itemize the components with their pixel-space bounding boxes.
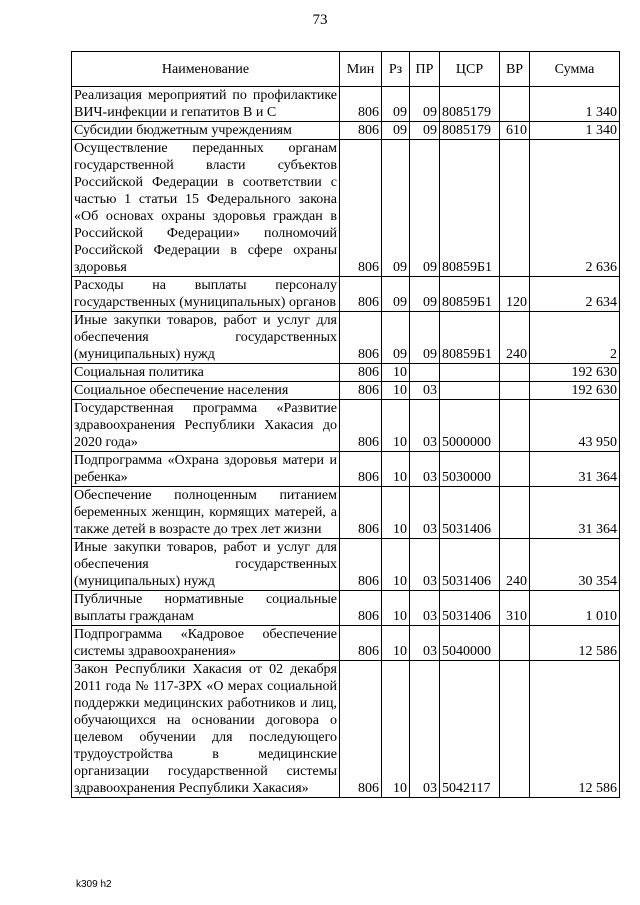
cell-rz: 10 (382, 539, 410, 591)
cell-pr: 09 (410, 312, 440, 364)
table-row (72, 382, 620, 400)
cell-rz: 09 (382, 277, 410, 312)
table-row (72, 312, 620, 364)
cell-sum: 12 586 (530, 661, 620, 798)
cell-name: Расходы на выплаты персоналу государственных (муниципальных) органов (72, 277, 340, 312)
cell-csr: 5000000 (440, 400, 500, 452)
cell-name: Реализация мероприятий по профилактике ВИЧ-инфекции и гепатитов В и С (72, 87, 340, 122)
cell-rz: 09 (382, 122, 410, 140)
cell-sum: 2 634 (530, 277, 620, 312)
table-row (72, 140, 620, 277)
cell-rz: 10 (382, 400, 410, 452)
cell-name: Подпрограмма «Охрана здоровья матери и ребенка» (72, 452, 340, 487)
cell-rz: 10 (382, 382, 410, 400)
table-header-row (72, 52, 620, 87)
cell-min: 806 (340, 87, 382, 122)
cell-sum: 192 630 (530, 382, 620, 400)
cell-pr: 03 (410, 452, 440, 487)
cell-vr (500, 452, 530, 487)
table-body (72, 87, 620, 798)
cell-vr: 610 (500, 122, 530, 140)
cell-pr: 03 (410, 591, 440, 626)
table-row (72, 452, 620, 487)
cell-sum: 1 010 (530, 591, 620, 626)
table-row (72, 591, 620, 626)
cell-sum: 2 636 (530, 140, 620, 277)
cell-rz: 09 (382, 312, 410, 364)
cell-min: 806 (340, 312, 382, 364)
cell-pr: 09 (410, 277, 440, 312)
cell-pr: 03 (410, 539, 440, 591)
cell-sum: 30 354 (530, 539, 620, 591)
footer-code: k309 h2 (76, 879, 112, 890)
cell-csr: 5030000 (440, 452, 500, 487)
cell-name: Социальная политика (72, 364, 340, 382)
cell-csr: 5031406 (440, 487, 500, 539)
header-vr: ВР (500, 52, 530, 87)
cell-sum: 192 630 (530, 364, 620, 382)
cell-rz: 10 (382, 626, 410, 661)
cell-pr: 03 (410, 487, 440, 539)
cell-vr (500, 626, 530, 661)
table-row (72, 400, 620, 452)
cell-vr: 240 (500, 312, 530, 364)
cell-sum: 31 364 (530, 452, 620, 487)
cell-csr: 8085179 (440, 122, 500, 140)
table-row (72, 626, 620, 661)
cell-name: Субсидии бюджетным учреждениям (72, 122, 340, 140)
header-sum: Сумма (530, 52, 620, 87)
cell-vr (500, 661, 530, 798)
table-row (72, 364, 620, 382)
cell-min: 806 (340, 452, 382, 487)
cell-rz: 10 (382, 364, 410, 382)
cell-pr: 09 (410, 122, 440, 140)
cell-csr: 8085179 (440, 87, 500, 122)
cell-csr: 5042117 (440, 661, 500, 798)
header-pr: ПР (410, 52, 440, 87)
table-row (72, 539, 620, 591)
cell-vr: 310 (500, 591, 530, 626)
header-min: Мин (340, 52, 382, 87)
cell-csr: 5040000 (440, 626, 500, 661)
cell-min: 806 (340, 661, 382, 798)
cell-min: 806 (340, 382, 382, 400)
cell-vr: 240 (500, 539, 530, 591)
cell-name: Иные закупки товаров, работ и услуг для обеспечения государственных (муниципальных) нужд (72, 539, 340, 591)
cell-min: 806 (340, 539, 382, 591)
cell-vr (500, 382, 530, 400)
cell-vr (500, 140, 530, 277)
cell-csr: 80859Б1 (440, 312, 500, 364)
cell-pr (410, 364, 440, 382)
page-number: 73 (312, 12, 328, 28)
cell-sum: 2 (530, 312, 620, 364)
cell-pr: 03 (410, 661, 440, 798)
cell-csr: 80859Б1 (440, 140, 500, 277)
cell-vr (500, 364, 530, 382)
cell-pr: 09 (410, 87, 440, 122)
table-row (72, 277, 620, 312)
cell-min: 806 (340, 400, 382, 452)
cell-name: Обеспечение полноценным питанием беременных женщин, кормящих матерей, а также детей в возрасте до трех лет жизни (72, 487, 340, 539)
cell-name: Государственная программа «Развитие здравоохранения Республики Хакасия до 2020 года» (72, 400, 340, 452)
cell-pr: 03 (410, 400, 440, 452)
cell-csr (440, 364, 500, 382)
table-row (72, 122, 620, 140)
header-rz: Рз (382, 52, 410, 87)
cell-vr (500, 400, 530, 452)
cell-rz: 10 (382, 452, 410, 487)
cell-name: Осуществление переданных органам государственной власти субъектов Российской Федерации в соответствии с частью 1 статьи 15 Федерального закона «Об основах охраны здоровья граждан в Российской Федерации» полномочий Российской Федерации в сфере охраны здоровья (72, 140, 340, 277)
cell-rz: 10 (382, 661, 410, 798)
cell-name: Иные закупки товаров, работ и услуг для обеспечения государственных (муниципальных) нужд (72, 312, 340, 364)
cell-rz: 10 (382, 591, 410, 626)
cell-rz: 09 (382, 87, 410, 122)
cell-sum: 1 340 (530, 122, 620, 140)
cell-vr (500, 487, 530, 539)
cell-min: 806 (340, 626, 382, 661)
header-csr: ЦСР (440, 52, 500, 87)
cell-rz: 10 (382, 487, 410, 539)
cell-name: Подпрограмма «Кадровое обеспечение системы здравоохранения» (72, 626, 340, 661)
cell-csr: 5031406 (440, 591, 500, 626)
cell-sum: 43 950 (530, 400, 620, 452)
cell-pr: 03 (410, 382, 440, 400)
cell-rz: 09 (382, 140, 410, 277)
cell-sum: 1 340 (530, 87, 620, 122)
header-name: Наименование (72, 52, 340, 87)
cell-name: Социальное обеспечение населения (72, 382, 340, 400)
cell-vr (500, 87, 530, 122)
cell-vr: 120 (500, 277, 530, 312)
cell-min: 806 (340, 277, 382, 312)
cell-csr: 5031406 (440, 539, 500, 591)
cell-pr: 09 (410, 140, 440, 277)
cell-sum: 31 364 (530, 487, 620, 539)
table-row (72, 661, 620, 798)
cell-csr: 80859Б1 (440, 277, 500, 312)
cell-name: Закон Республики Хакасия от 02 декабря 2011 года № 117-ЗРХ «О мерах социальной поддержки медицинских работников и лиц, обучающихся на основании договора о целевом обучении для последующего трудоустройства в медицинские организации государственной системы здравоохранения Республики Хакасия» (72, 661, 340, 798)
cell-min: 806 (340, 140, 382, 277)
cell-min: 806 (340, 364, 382, 382)
cell-csr (440, 382, 500, 400)
cell-pr: 03 (410, 626, 440, 661)
cell-name: Публичные нормативные социальные выплаты гражданам (72, 591, 340, 626)
budget-table (71, 51, 620, 798)
table-row (72, 487, 620, 539)
cell-sum: 12 586 (530, 626, 620, 661)
cell-min: 806 (340, 591, 382, 626)
cell-min: 806 (340, 487, 382, 539)
cell-min: 806 (340, 122, 382, 140)
table-row (72, 87, 620, 122)
